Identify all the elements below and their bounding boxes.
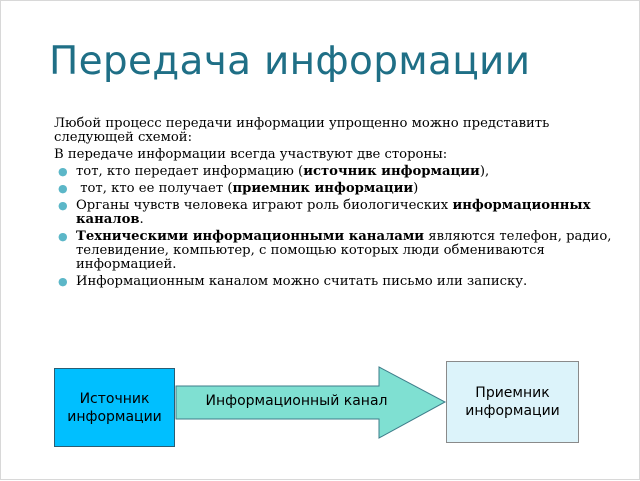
source-label: Источник информации — [67, 390, 162, 425]
bullet-item: ● тот, кто передает информацию (источник информации), — [58, 164, 490, 179]
bullet-icon: ● — [58, 182, 68, 195]
receiver-box — [446, 361, 579, 443]
intro-line-1: Любой процесс передачи информации упрощенно можно представить следующей схемой: — [54, 116, 550, 145]
bullet-icon: ● — [58, 275, 68, 288]
channel-label: Информационный канал — [205, 393, 388, 409]
bullet-icon: ● — [58, 230, 68, 243]
receiver-label: Приемник информации — [465, 385, 560, 419]
source-box — [54, 368, 175, 447]
bullet-item: ● Техническими информационными каналами являются телефон, радио, телевидение, компьютер, с помощью которых люди обмениваются информацией. — [58, 229, 612, 272]
intro-line-2: В передаче информации всегда участвуют две стороны: — [54, 147, 448, 162]
bullet-item: ● тот, кто ее получает (приемник информации) — [58, 181, 419, 196]
bullet-icon: ● — [58, 199, 68, 212]
bullet-icon: ● — [58, 165, 68, 178]
bullet-item: ● Органы чувств человека играют роль биологических информационных каналов. — [58, 198, 591, 227]
slide-title: Передача информации — [49, 39, 531, 84]
bullet-item: ● Информационным каналом можно считать письмо или записку. — [58, 274, 528, 289]
